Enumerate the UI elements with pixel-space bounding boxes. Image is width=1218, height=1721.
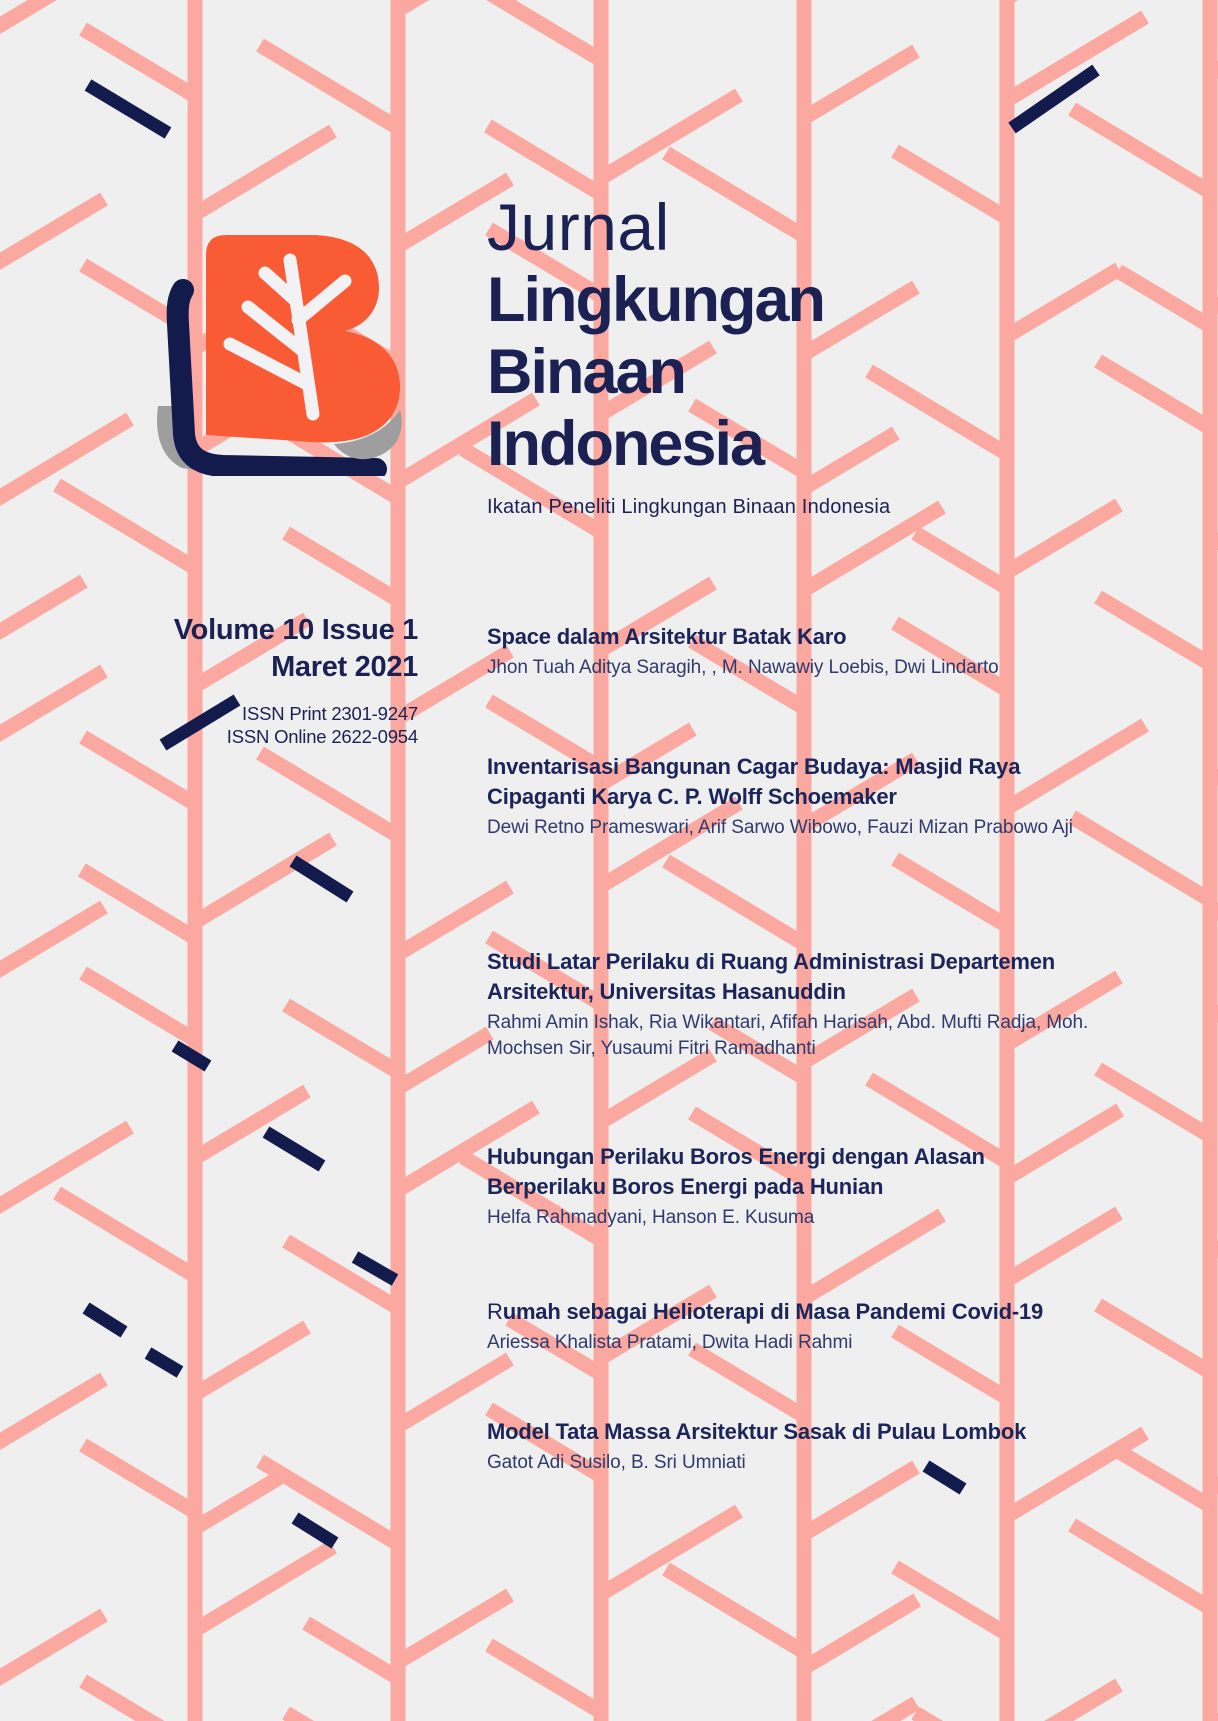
issue-date-label: Maret 2021 (271, 651, 418, 683)
article-authors: Helfa Rahmadyani, Hanson E. Kusuma (487, 1207, 815, 1228)
article-entry (487, 622, 1105, 681)
article-entry (487, 947, 1105, 1062)
article-entry (487, 1417, 1105, 1476)
journal-title-line-2: Binaan (487, 337, 686, 407)
book-with-tree-logo-icon (138, 196, 413, 476)
issue-info (0, 612, 418, 748)
masthead (487, 190, 890, 520)
article-authors: Ariessa Khalista Pratami, Dwita Hadi Rahmi (487, 1332, 853, 1353)
article-title: Space dalam Arsitektur Batak Karo (487, 624, 847, 649)
volume-issue-label: Volume 10 Issue 1 (173, 614, 418, 646)
journal-title-line-3: Indonesia (487, 409, 764, 479)
article-entry (487, 1297, 1105, 1356)
article-authors: Gatot Adi Susilo, B. Sri Umniati (487, 1452, 746, 1473)
issn-group (0, 702, 418, 748)
issn-print: ISSN Print 2301-9247 (242, 703, 418, 724)
article-title: Studi Latar Perilaku di Ruang Administrasi Departemen Arsitektur, Universitas Hasanuddin (487, 949, 1056, 1004)
article-title: Inventarisasi Bangunan Cagar Budaya: Masjid Raya Cipaganti Karya C. P. Wolff Schoemaker (487, 754, 1021, 809)
issn-online: ISSN Online 2622-0954 (226, 726, 418, 747)
article-title: Rumah sebagai Helioterapi di Masa Pandemi Covid-19 (487, 1299, 1044, 1324)
journal-subtitle: Ikatan Peneliti Lingkungan Binaan Indonesia (487, 496, 891, 518)
article-authors: Dewi Retno Prameswari, Arif Sarwo Wibowo, Fauzi Mizan Prabowo Aji (487, 817, 1073, 838)
article-authors: Jhon Tuah Aditya Saragih, , M. Nawawiy Loebis, Dwi Lindarto (487, 657, 999, 678)
article-entry (487, 1142, 1105, 1231)
article-entry (487, 752, 1105, 841)
journal-title-prefix: Jurnal (487, 190, 670, 264)
journal-title-line-1: Lingkungan (487, 265, 824, 335)
article-title: Hubungan Perilaku Boros Energi dengan Alasan Berperilaku Boros Energi pada Hunian (487, 1144, 985, 1199)
article-title: Model Tata Massa Arsitektur Sasak di Pulau Lombok (487, 1419, 1027, 1444)
article-authors: Rahmi Amin Ishak, Ria Wikantari, Afifah Harisah, Abd. Mufti Radja, Moh. Mochsen Sir, Yusaumi Fitri Ramadhanti (487, 1012, 1089, 1059)
